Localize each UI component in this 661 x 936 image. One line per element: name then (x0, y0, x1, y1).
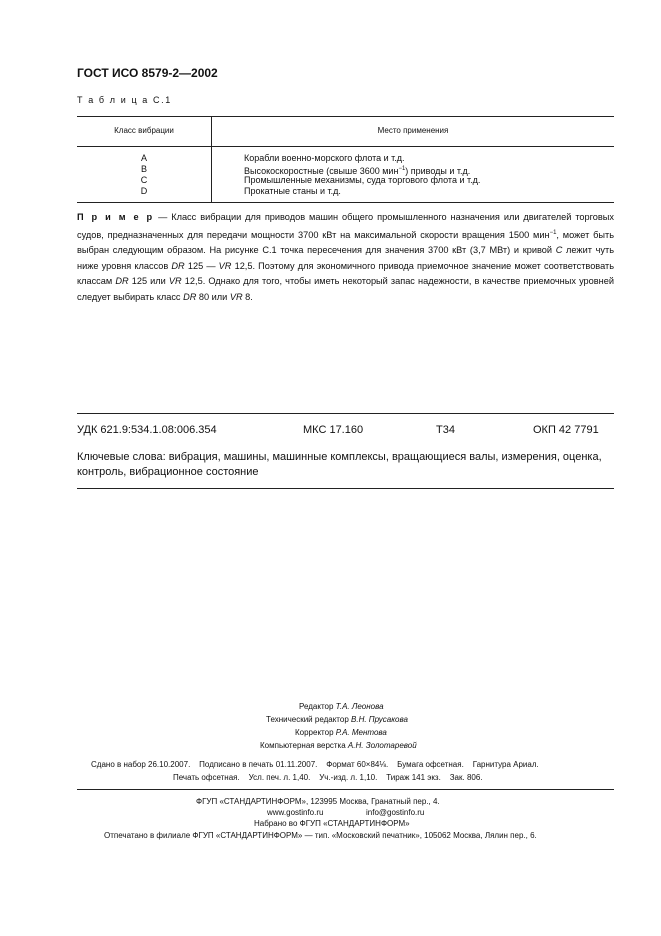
table-cell-application: Высокоскоростные (свыше 3600 мин$^{-1}$) приводы и т.д. (244, 166, 471, 176)
keywords: Ключевые слова: вибрация, машины, машинные комплексы, вращающиеся валы, измерения, оценка, контроль, вибрационное состояние (77, 451, 602, 478)
credit-line: Компьютерная верстка А.Н. Золотаревой (260, 741, 417, 750)
mks-code: МКС 17.160 (303, 424, 364, 436)
table-header-divider (77, 146, 614, 147)
publisher-website: www.gostinfo.ru (267, 808, 324, 817)
credit-line: Корректор Р.А. Ментова (295, 728, 387, 737)
divider (77, 488, 614, 489)
table-header-application: Место применения (377, 126, 449, 135)
table-cell-class: B (140, 164, 147, 174)
okp-code: ОКП 42 7791 (533, 424, 599, 436)
divider (77, 413, 614, 414)
example-paragraph: П р и м е р — Класс вибрации для приводов машин общего промышленного назначения или двигателей торговых судов, предназначенных для передачи мощности 3700 кВт на максимальной скорости вращения 1500 мин$^{-1}$, может быть выбран следующим образом. На рисунке С.1 точка пересечения для значения 3700 кВт (3,7 МВт) и кривой C лежит чуть ниже уровня классов DR 125 — VR 12,5. Поэтому для экономичного привода приемочное значение может соответствовать классам DR 125 или VR 12,5. Однако для того, чтобы иметь некоторый запас надежности, в качестве приемочных уровней следует выбирать класс DR 80 или VR 8. (77, 212, 614, 302)
table-cell-class: C (140, 175, 148, 185)
table-header-class: Класс вибрации (114, 126, 174, 135)
table-row (77, 153, 614, 164)
print-info-line: Печать офсетная. Усл. печ. л. 1,40. Уч.-изд. л. 1,10. Тираж 141 экз. Зак. 806. (173, 773, 483, 782)
printing-info: Отпечатано в филиале ФГУП «СТАНДАРТИНФОРМ» — тип. «Московский печатник», 105062 Москва, Лялин пер., 6. (104, 831, 537, 840)
credit-line: Технический редактор В.Н. Прусакова (266, 715, 408, 724)
table-cell-application: Корабли военно-морского флота и т.д. (244, 153, 405, 163)
table-cell-application: Промышленные механизмы, суда торгового флота и т.д. (244, 175, 481, 185)
table-row (77, 175, 614, 186)
typeset-info: Набрано во ФГУП «СТАНДАРТИНФОРМ» (254, 819, 410, 828)
publisher-email: info@gostinfo.ru (366, 808, 425, 817)
table-cell-application: Прокатные станы и т.д. (244, 186, 341, 196)
table-cell-class: D (140, 186, 148, 196)
t-code: Т34 (436, 424, 455, 436)
credit-line: Редактор Т.А. Леонова (299, 702, 384, 711)
vibration-class-table (77, 116, 614, 203)
document-title: ГОСТ ИСО 8579-2—2002 (77, 66, 218, 80)
print-info-line: Сдано в набор 26.10.2007. Подписано в печать 01.11.2007. Формат 60×84⅛. Бумага офсетная. Гарнитура Ариал. (91, 760, 539, 769)
publisher-address: ФГУП «СТАНДАРТИНФОРМ», 123995 Москва, Гранатный пер., 4. (196, 797, 440, 806)
table-row (77, 164, 614, 175)
divider (77, 789, 614, 790)
table-cell-class: A (140, 153, 147, 163)
udk-code: УДК 621.9:534.1.08:006.354 (77, 424, 217, 436)
table-row (77, 186, 614, 197)
table-caption: Т а б л и ц а С.1 (77, 95, 172, 105)
